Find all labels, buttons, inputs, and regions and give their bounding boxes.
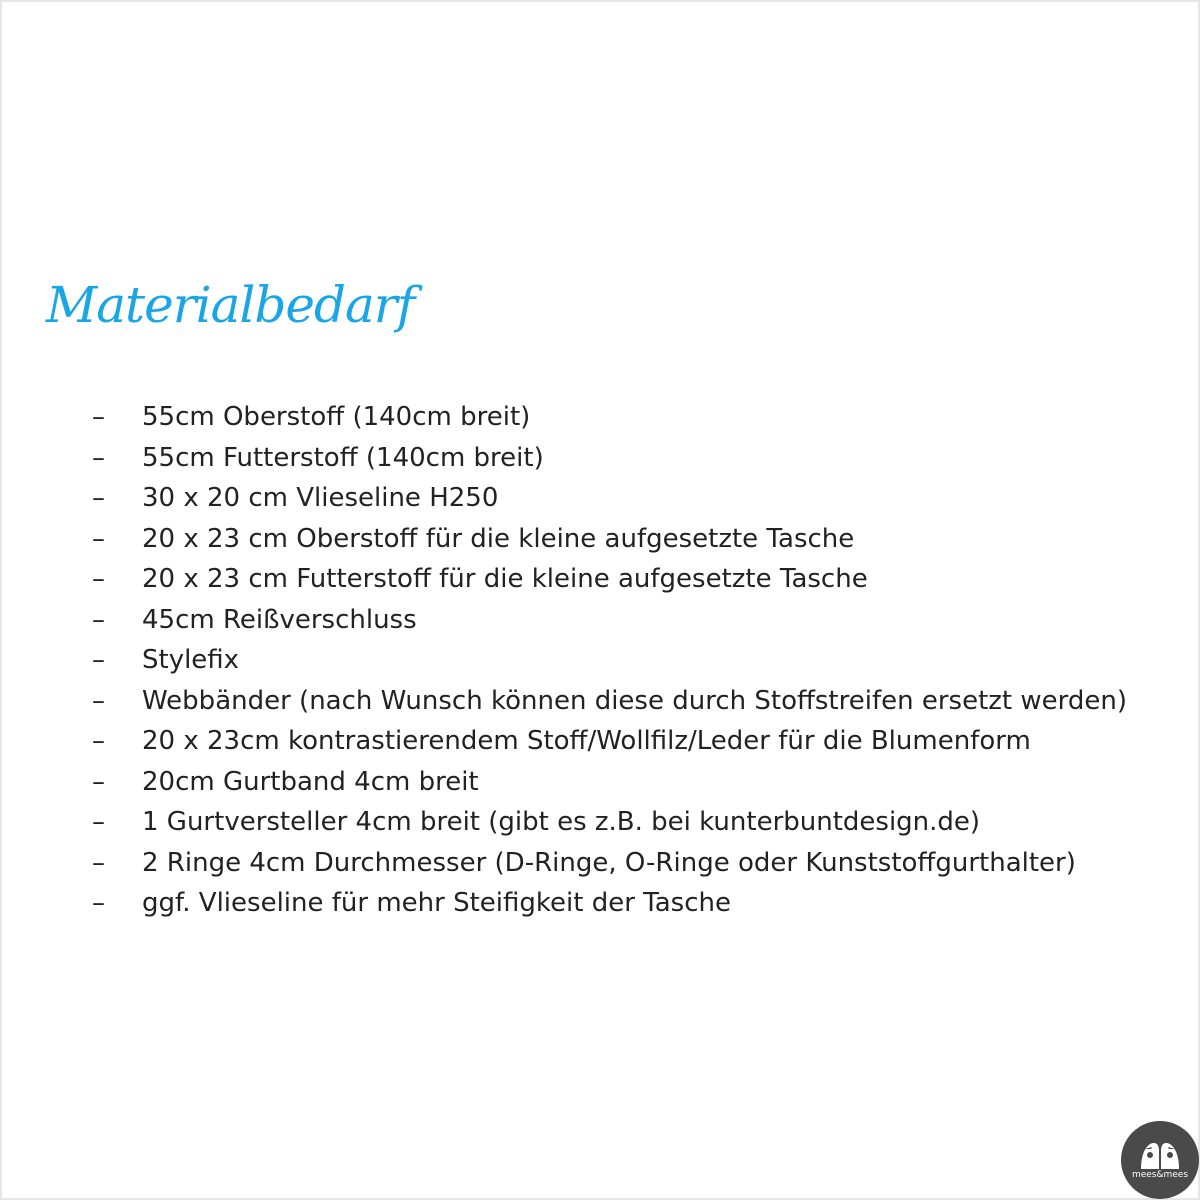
list-item-text: 20cm Gurtband 4cm breit xyxy=(142,766,479,797)
list-bullet: – xyxy=(92,483,105,514)
list-item-text: 20 x 23 cm Futterstoff für die kleine aufgesetzte Tasche xyxy=(142,564,868,595)
list-bullet: – xyxy=(92,645,105,676)
list-item xyxy=(92,519,1192,560)
list-item xyxy=(92,883,1192,924)
list-item-text: 30 x 20 cm Vlieseline H250 xyxy=(142,483,499,514)
list-item-text: 1 Gurtversteller 4cm breit (gibt es z.B. bei kunterbuntdesign.de) xyxy=(142,807,981,838)
list-bullet: – xyxy=(92,402,105,433)
list-item xyxy=(92,600,1192,641)
list-bullet: – xyxy=(92,442,105,473)
list-item xyxy=(92,802,1192,843)
list-item-text: ggf. Vlieseline für mehr Steifigkeit der Tasche xyxy=(142,888,731,919)
list-bullet: – xyxy=(92,726,105,757)
list-item-text: 45cm Reißverschluss xyxy=(142,604,417,635)
list-bullet: – xyxy=(92,766,105,797)
list-item xyxy=(92,843,1192,884)
list-item-text: 55cm Oberstoff (140cm breit) xyxy=(142,402,531,433)
list-item xyxy=(92,640,1192,681)
list-bullet: – xyxy=(92,685,105,716)
list-item xyxy=(92,397,1192,438)
list-bullet: – xyxy=(92,807,105,838)
list-item xyxy=(92,721,1192,762)
list-item-text: Webbänder (nach Wunsch können diese durch Stoffstreifen ersetzt werden) xyxy=(142,685,1128,716)
logo-graphic-icon xyxy=(1121,1121,1199,1199)
list-item-text: 55cm Futterstoff (140cm breit) xyxy=(142,442,544,473)
list-bullet: – xyxy=(92,888,105,919)
title-text: Materialbedarf xyxy=(46,276,415,334)
material-list xyxy=(92,397,1192,924)
list-item xyxy=(92,438,1192,479)
list-item xyxy=(92,681,1192,722)
list-item xyxy=(92,762,1192,803)
list-bullet: – xyxy=(92,847,105,878)
list-bullet: – xyxy=(92,564,105,595)
list-item-text: 2 Ringe 4cm Durchmesser (D-Ringe, O-Ringe oder Kunststoffgurthalter) xyxy=(142,847,1076,878)
logo-text: mees&mees xyxy=(1131,1170,1189,1180)
list-item xyxy=(92,478,1192,519)
list-item-text: 20 x 23cm kontrastierendem Stoff/Wollfilz/Leder für die Blumenform xyxy=(142,726,1031,757)
page-title xyxy=(46,272,446,372)
mees-mees-logo-icon xyxy=(1121,1121,1199,1199)
list-item-text: Stylefix xyxy=(142,645,240,676)
list-item xyxy=(92,559,1192,600)
list-bullet: – xyxy=(92,523,105,554)
list-item-text: 20 x 23 cm Oberstoff für die kleine aufgesetzte Tasche xyxy=(142,523,855,554)
list-bullet: – xyxy=(92,604,105,635)
